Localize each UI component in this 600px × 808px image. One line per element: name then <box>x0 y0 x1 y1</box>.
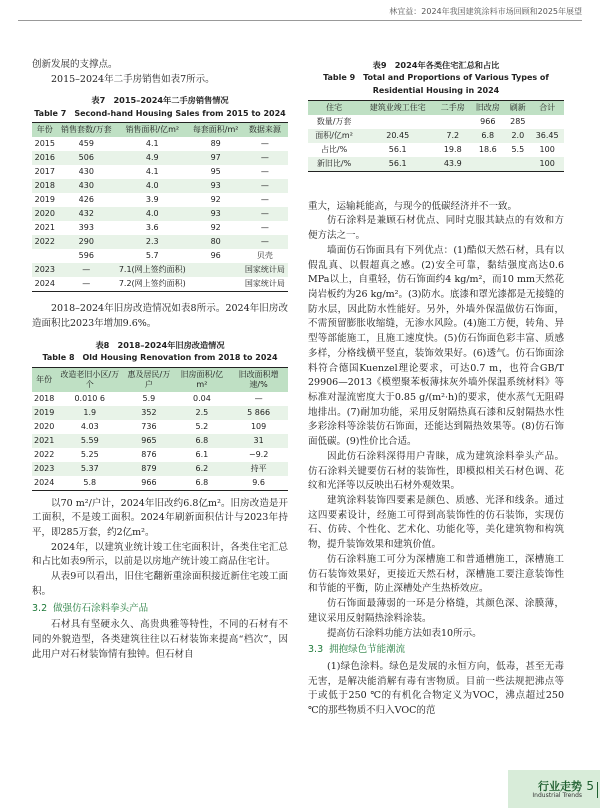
table-7-caption-en: Table 7 Second-hand Housing Sales from 2015 to 2024 <box>34 108 286 118</box>
table-cell: 4.1 <box>145 139 159 149</box>
table-cell: 4.1 <box>145 167 159 177</box>
table-7 <box>32 122 288 292</box>
table-header: 二手房 <box>440 102 465 112</box>
table-cell: 2020 <box>34 421 55 431</box>
table-cell: 5.7 <box>145 251 159 261</box>
paragraph: 因此仿石涂料深得用户青睐，成为建筑涂料拳头产品。仿石涂料关键要仿石材的装饰性，即模拟相关石材色调、花纹和光泽等以反映出石材外观效果。 <box>308 450 564 492</box>
table-cell <box>435 115 470 129</box>
table-cell: 2023 <box>34 463 55 473</box>
table-cell: 97 <box>210 153 221 163</box>
table-cell: 5.59 <box>80 435 99 445</box>
table-cell: 新旧比/% <box>316 158 352 168</box>
table-row <box>32 392 288 406</box>
table-cell: — <box>260 195 269 205</box>
table-cell <box>470 157 505 172</box>
table-9-body <box>308 115 564 172</box>
table-cell: 2023 <box>34 265 55 275</box>
table-cell: 2024 <box>34 477 55 487</box>
table-cell: 92 <box>210 223 221 233</box>
table-cell: 国家统计局 <box>244 279 285 289</box>
table-row <box>32 406 288 420</box>
table-cell: 6.8 <box>481 130 495 140</box>
table-cell: 2018 <box>34 181 55 191</box>
table-8 <box>32 367 288 491</box>
table-cell: 2.3 <box>145 237 159 247</box>
table-cell: 5.37 <box>80 463 99 473</box>
table-cell: 432 <box>78 209 94 219</box>
table-cell: — <box>260 153 269 163</box>
table-cell: 2021 <box>34 435 55 445</box>
table-cell: 5.9 <box>142 393 156 403</box>
table-cell: 92 <box>210 195 221 205</box>
table-row <box>32 151 288 165</box>
header-rule <box>18 20 582 21</box>
running-head: 林宜益：2024年我国建筑涂料市场回顾和2025年展望 <box>389 7 582 16</box>
table-header: 年份 <box>36 125 53 135</box>
table-header: 惠及居民/万户 <box>127 369 171 389</box>
table-cell: 2022 <box>34 237 55 247</box>
table-cell: 100 <box>539 144 555 154</box>
footer-divider <box>597 782 598 798</box>
table-cell: 352 <box>141 407 157 417</box>
table-cell: 879 <box>141 463 157 473</box>
table-cell: 数量/万套 <box>316 116 352 126</box>
table-row <box>32 476 288 491</box>
table-row <box>32 221 288 235</box>
table-cell: — <box>260 237 269 247</box>
paragraph: 建筑涂料装饰四要素是颜色、质感、光泽和线条。通过这四要素设计，经施工可得到高装饰性的仿石装饰，实现仿石、仿砖、个性化、艺术化、功能化等，美化建筑物和构筑物，提升装饰效果和建筑价值。 <box>308 495 564 551</box>
table-cell: 5 866 <box>247 407 271 417</box>
table-cell: −9.2 <box>248 449 269 459</box>
section-heading-3-2 <box>32 602 288 617</box>
table-cell: 2018 <box>34 393 55 403</box>
table-cell: 426 <box>78 195 94 205</box>
table-cell <box>190 277 242 292</box>
table-row <box>308 115 564 129</box>
table-cell: 966 <box>141 477 157 487</box>
table-header: 建筑业竣工住宅 <box>369 102 426 112</box>
table-row <box>308 143 564 157</box>
table-8-caption-cn: 表8 2018–2024年旧房改造情况 <box>95 339 225 350</box>
paragraph: 提高仿石涂料功能方法如表10所示。 <box>327 627 482 639</box>
right-column <box>308 58 564 719</box>
table-cell: 736 <box>141 421 157 431</box>
table-cell: — <box>260 223 269 233</box>
table-cell: 9.6 <box>252 477 265 487</box>
table-row <box>32 165 288 179</box>
table-cell: 430 <box>78 181 94 191</box>
table-row <box>32 462 288 476</box>
table-cell: 20.45 <box>386 130 410 140</box>
table-8-caption-en: Table 8 Old Housing Renovation from 2018 to 2024 <box>42 352 278 362</box>
table-cell: 285 <box>510 116 526 126</box>
table-cell: 80 <box>210 237 221 247</box>
table-cell: 459 <box>78 139 94 149</box>
table-header: 合计 <box>539 102 556 112</box>
table-cell: 5.2 <box>195 421 209 431</box>
table-cell: 430 <box>78 167 94 177</box>
table-cell: — <box>82 265 91 275</box>
paragraph: 仿石涂料是兼顾石材优点、同时克服其缺点的有效和方便方法之一。 <box>308 215 564 242</box>
table-cell <box>530 115 564 129</box>
table-cell: 3.9 <box>145 195 159 205</box>
table-cell: 占比/% <box>320 144 348 154</box>
table-cell: 6.1 <box>195 449 209 459</box>
paragraph: 重大，运输耗能高，与现今的低碳经济并不一致。 <box>308 200 518 212</box>
table-cell: 4.03 <box>80 421 99 431</box>
table-cell: 2024 <box>34 279 55 289</box>
table-cell: 109 <box>250 421 267 431</box>
paragraph: 2015–2024年二手房销售如表7所示。 <box>51 73 215 85</box>
table-header: 数据来源 <box>248 125 281 135</box>
table-cell: 2019 <box>34 407 55 417</box>
table-cell: 2.5 <box>195 407 209 417</box>
table-cell <box>360 115 435 129</box>
table-cell: 6.8 <box>195 477 209 487</box>
table-cell: 2.0 <box>511 130 525 140</box>
table-cell: 966 <box>480 116 496 126</box>
table-row <box>32 207 288 221</box>
table-cell: 面积/亿m² <box>315 130 353 140</box>
table-cell: 93 <box>210 181 221 191</box>
table-cell <box>190 263 242 277</box>
table-cell: 7.1(网上签约面积) <box>118 265 186 275</box>
table-header: 年份 <box>36 374 53 384</box>
table-cell: 6.8 <box>195 435 209 445</box>
table-cell: 贝壳 <box>256 251 273 261</box>
table-cell: 506 <box>78 153 94 163</box>
table-cell: 7.2 <box>446 130 460 140</box>
table-cell: 876 <box>141 449 157 459</box>
table-cell: 1.9 <box>83 407 97 417</box>
table-cell: 19.8 <box>443 144 462 154</box>
table-cell: 18.6 <box>478 144 497 154</box>
footer-section-title: 行业走势 <box>538 780 582 793</box>
table-cell: 2016 <box>34 153 55 163</box>
table-cell: 4.0 <box>145 181 159 191</box>
table-cell: 2019 <box>34 195 55 205</box>
table-header: 销售面积/亿m² <box>125 125 180 135</box>
table-cell <box>505 157 530 172</box>
paragraph: 创新发展的支撑点。 <box>32 59 118 70</box>
table-header: 销售套数/万套 <box>60 125 112 135</box>
table-cell: — <box>260 139 269 149</box>
page-number: 5 <box>586 779 594 794</box>
paragraph: 2024年，以建筑业统计竣工住宅面积计，各类住宅汇总和占比如表9所示，以前是以房地产统计竣工商品住宅计。 <box>32 541 288 568</box>
table-cell: 2020 <box>34 209 55 219</box>
table-9-caption-en-1: Table 9 Total and Proportions of Various Types of <box>323 73 549 83</box>
paragraph: 从表9可以看出，旧住宅翻新重涂面积接近新住宅竣工面积。 <box>32 571 288 597</box>
table-9-caption-cn: 表9 2024年各类住宅汇总和占比 <box>372 60 500 70</box>
table-header: 旧房面积/亿m² <box>180 369 224 389</box>
table-row <box>32 277 288 292</box>
table-cell: 965 <box>141 435 157 445</box>
table-row <box>32 235 288 249</box>
paragraph: 2018–2024年旧房改造情况如表8所示。2024年旧房改造面积比2023年增加9.6%。 <box>32 303 288 330</box>
table-7-caption-cn: 表7 2015–2024年二手房销售情况 <box>91 95 229 106</box>
table-cell: 290 <box>78 237 94 247</box>
table-cell: 4.0 <box>145 209 159 219</box>
table-7-body <box>32 137 288 292</box>
table-cell: 5.5 <box>511 144 525 154</box>
table-cell: 96 <box>210 251 221 261</box>
table-9 <box>308 100 564 172</box>
table-cell: 56.1 <box>388 144 407 154</box>
section-number: 3.2 <box>32 602 48 614</box>
table-cell: — <box>254 393 263 403</box>
table-9-caption-en-2: Residential Housing in 2024 <box>372 85 500 95</box>
table-cell <box>32 249 58 263</box>
table-cell: — <box>260 167 269 177</box>
table-cell: 0.04 <box>193 393 211 403</box>
table-row <box>32 434 288 448</box>
table-cell: 100 <box>539 158 555 168</box>
table-cell: 0.010 6 <box>74 393 106 403</box>
table-row <box>308 129 564 143</box>
paragraph: 墙面仿石饰面具有下列优点：(1)酷似天然石材，具有以假乱真、以假超真之感。(2)安全可靠，黏结强度高达0.6 MPa以上，自重轻，仿石饰面约4 kg/m²，而10 mm天然花岗岩板约为26 kg/m²。(3)防水。底漆和罩光漆都是无接缝的防水层，因此防水性能好。另外，外墙外保温做仿石饰面，不需预留膨胀收缩缝，无渗水风险。(4)施工方便，转角、异型等部能施工，且施工速度快。(5)仿石饰面色彩丰富、质感多样，分格线横平竖直，装饰效果好。(6)透气。仿石饰面涂料符合德国Kuenzel理论要求，可达0.7 m，也符合GB/T 29906—2013《模塑聚苯板薄抹灰外墙外保温系统材料》等标准对湿流密度大于0.85 g/(m²·h)的要求，使水蒸气无阻碍地排出。(7)耐加功能，采用反射隔热真石漆和反射隔热水性多彩涂料等涂装仿石饰面，还能达到隔热效果等。(8)仿石饰面低碳。(9)性价比合适。 <box>308 244 564 448</box>
table-cell: 2015 <box>34 139 55 149</box>
table-8-body <box>32 392 288 491</box>
section-title: 做强仿石涂料拳头产品 <box>53 602 149 614</box>
table-cell: 2017 <box>34 167 55 177</box>
paragraph: 仿石涂料施工可分为深槽施工和普通槽施工，深槽施工仿石装饰效果好，更接近天然石材，深槽施工要注意装饰性和节能的平衡，防止深槽处产生热桥效应。 <box>308 553 564 595</box>
table-header: 改造老旧小区/万个 <box>60 369 120 389</box>
table-row <box>308 157 564 172</box>
table-cell: 7.2(网上签约面积) <box>118 279 186 289</box>
left-column <box>32 58 288 663</box>
table-row <box>32 448 288 462</box>
table-cell: 4.9 <box>145 153 159 163</box>
table-header: 旧改面积增速/% <box>238 369 279 389</box>
section-number: 3.3 <box>308 644 324 656</box>
table-cell: 3.6 <box>145 223 159 233</box>
footer-section-subtitle: Industrial Trends <box>532 791 582 799</box>
table-cell: 596 <box>78 251 94 261</box>
paragraph: (1)绿色涂料。绿色是发展的永恒方向，低毒，甚至无毒无害，是解决能消解有毒有害物质。目前一些法规把沸点等于或低于250 ℃的有机化合物定义为VOC，沸点超过250 ℃的那些物质不归入VOC的范 <box>308 660 564 717</box>
table-cell: 43.9 <box>443 158 462 168</box>
table-cell: 95 <box>210 167 221 177</box>
table-cell: 393 <box>78 223 94 233</box>
table-cell: — <box>260 181 269 191</box>
table-cell: — <box>260 209 269 219</box>
table-header: 住宅 <box>326 102 343 112</box>
table-cell: 6.2 <box>195 463 209 473</box>
table-cell: 2021 <box>34 223 55 233</box>
table-cell: — <box>82 279 91 289</box>
table-row <box>32 137 288 151</box>
table-cell: 2022 <box>34 449 55 459</box>
paragraph: 石材具有坚硬永久、高贵典雅等特性，不同的石材有不同的外貌造型，各类建筑往往以石材装饰来提高“档次”，因此用户对石材装饰情有独钟。但石材自 <box>32 619 288 660</box>
paragraph: 仿石饰面最薄弱的一环是分格缝，其颜色深、涂膜薄，建议采用反射隔热涂料涂装。 <box>308 598 564 624</box>
table-header: 刷新 <box>509 102 526 112</box>
table-row <box>32 179 288 193</box>
table-cell: 31 <box>253 435 264 445</box>
paragraph: 以70 m²/户计，2024年旧改约6.8亿m²。旧房改造是开工面积，不是竣工面积。2024年刷新面积估计与2023年持平，即285万套，约2亿m²。 <box>32 497 288 539</box>
table-header: 旧改房 <box>475 102 500 112</box>
section-heading-3-3 <box>308 643 564 658</box>
table-row <box>32 193 288 207</box>
table-cell: 5.8 <box>83 477 97 487</box>
table-cell: 89 <box>210 139 221 149</box>
table-cell: 56.1 <box>388 158 407 168</box>
table-cell: 93 <box>210 209 221 219</box>
table-cell: 36.45 <box>535 130 559 140</box>
table-row <box>32 249 288 263</box>
table-cell: 5.25 <box>80 449 99 459</box>
section-title: 拥抱绿色节能潮流 <box>329 644 406 656</box>
table-cell: 持平 <box>250 463 267 473</box>
table-cell: 国家统计局 <box>244 265 285 275</box>
table-row <box>32 420 288 434</box>
table-row <box>32 263 288 277</box>
table-header: 每套面积/m² <box>192 125 239 135</box>
